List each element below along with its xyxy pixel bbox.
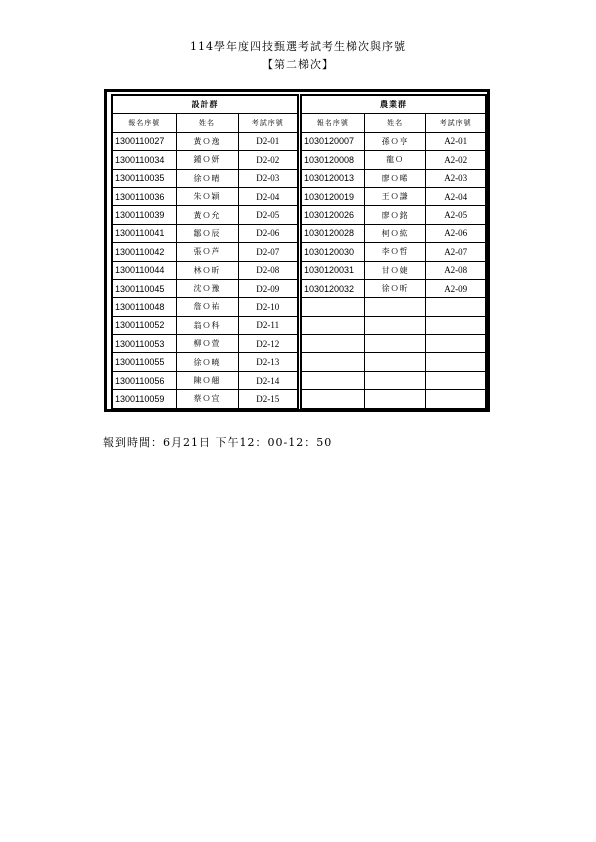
table-row	[112, 187, 298, 205]
table-row	[301, 279, 486, 297]
exam-seat-cell: D2-05	[238, 206, 298, 224]
table-row	[112, 132, 298, 150]
exam-seat-cell: A2-08	[426, 261, 486, 279]
registration-number-cell: 1300110048	[112, 298, 176, 316]
exam-seat-cell: A2-04	[426, 187, 486, 205]
name-cell	[364, 390, 426, 409]
registration-number-cell: 1300110059	[112, 390, 176, 409]
table-row	[112, 206, 298, 224]
name-cell: 蔡Ｏ宜	[176, 390, 238, 409]
name-cell: 廖Ｏ晞	[364, 169, 426, 187]
document-title: 114學年度四技甄選考試考生梯次與序號	[190, 40, 406, 53]
name-cell: 翁Ｏ科	[176, 316, 238, 334]
table-row	[112, 298, 298, 316]
registration-number-cell	[301, 316, 364, 334]
exam-seat-cell	[426, 353, 486, 371]
table-row	[112, 151, 298, 169]
name-cell	[364, 298, 426, 316]
exam-seat-cell	[426, 390, 486, 409]
registration-number-cell: 1300110045	[112, 279, 176, 297]
name-cell: 孫Ｏ亨	[364, 132, 426, 150]
table-row	[301, 169, 486, 187]
table-row	[112, 279, 298, 297]
exam-seat-cell	[426, 335, 486, 353]
exam-seat-cell	[426, 298, 486, 316]
column-header-seat: 考試序號	[238, 114, 298, 132]
name-cell: 龍Ｏ	[364, 151, 426, 169]
roster-frame	[104, 89, 490, 412]
table-row	[112, 353, 298, 371]
exam-seat-cell: D2-06	[238, 224, 298, 242]
name-cell	[364, 353, 426, 371]
table-row	[301, 353, 486, 371]
exam-seat-cell: D2-04	[238, 187, 298, 205]
registration-number-cell: 1300110042	[112, 243, 176, 261]
registration-number-cell: 1300110056	[112, 371, 176, 389]
table-row	[112, 335, 298, 353]
table-row	[112, 261, 298, 279]
table-row	[301, 206, 486, 224]
group-agriculture	[300, 94, 487, 410]
name-cell: 李Ｏ哲	[364, 243, 426, 261]
name-cell: 甘Ｏ婕	[364, 261, 426, 279]
name-cell: 沈Ｏ豫	[176, 279, 238, 297]
exam-seat-cell: A2-02	[426, 151, 486, 169]
exam-seat-cell	[426, 316, 486, 334]
exam-seat-cell: D2-02	[238, 151, 298, 169]
table-row	[112, 243, 298, 261]
name-cell: 張Ｏ芦	[176, 243, 238, 261]
table-row	[112, 316, 298, 334]
column-header-name: 姓名	[364, 114, 426, 132]
exam-seat-cell: A2-09	[426, 279, 486, 297]
name-cell: 柳Ｏ萱	[176, 335, 238, 353]
table-row	[301, 371, 486, 389]
exam-seat-cell: D2-12	[238, 335, 298, 353]
group-title: 農業群	[301, 95, 486, 114]
column-header-id: 報名序號	[112, 114, 176, 132]
name-cell: 陳Ｏ翹	[176, 371, 238, 389]
registration-number-cell	[301, 353, 364, 371]
check-in-time: 報到時間：6月21日 下午12：00-12：50	[103, 436, 333, 449]
group-title: 設計群	[112, 95, 298, 114]
table-row	[301, 261, 486, 279]
name-cell	[364, 371, 426, 389]
registration-number-cell: 1300110034	[112, 151, 176, 169]
registration-number-cell: 1030120007	[301, 132, 364, 150]
registration-number-cell: 1300110052	[112, 316, 176, 334]
registration-number-cell: 1300110027	[112, 132, 176, 150]
name-cell: 詹Ｏ祐	[176, 298, 238, 316]
table-row	[301, 390, 486, 409]
column-header-id: 報名序號	[301, 114, 364, 132]
name-cell: 柯Ｏ紘	[364, 224, 426, 242]
name-cell: 鍾Ｏ妍	[176, 151, 238, 169]
table-row	[301, 316, 486, 334]
exam-seat-cell: D2-11	[238, 316, 298, 334]
registration-number-cell	[301, 371, 364, 389]
exam-seat-cell: A2-01	[426, 132, 486, 150]
name-cell	[364, 335, 426, 353]
name-cell: 朱Ｏ穎	[176, 187, 238, 205]
table-row	[301, 335, 486, 353]
exam-seat-cell: D2-08	[238, 261, 298, 279]
exam-seat-cell: A2-03	[426, 169, 486, 187]
registration-number-cell: 1300110044	[112, 261, 176, 279]
registration-number-cell: 1030120008	[301, 151, 364, 169]
exam-seat-cell: A2-06	[426, 224, 486, 242]
registration-number-cell: 1030120026	[301, 206, 364, 224]
registration-number-cell: 1030120028	[301, 224, 364, 242]
table-row	[112, 169, 298, 187]
exam-seat-cell: D2-03	[238, 169, 298, 187]
registration-number-cell: 1300110035	[112, 169, 176, 187]
registration-number-cell: 1300110041	[112, 224, 176, 242]
table-row	[112, 371, 298, 389]
exam-seat-cell: D2-13	[238, 353, 298, 371]
exam-seat-cell: D2-01	[238, 132, 298, 150]
table-row	[301, 151, 486, 169]
exam-seat-cell	[426, 371, 486, 389]
document-subtitle: 【第二梯次】	[262, 58, 334, 71]
table-row	[301, 298, 486, 316]
name-cell: 黃Ｏ逸	[176, 132, 238, 150]
registration-number-cell: 1030120031	[301, 261, 364, 279]
registration-number-cell: 1300110036	[112, 187, 176, 205]
table-row	[301, 243, 486, 261]
name-cell	[364, 316, 426, 334]
registration-number-cell	[301, 298, 364, 316]
table-row	[112, 390, 298, 409]
name-cell: 廖Ｏ銘	[364, 206, 426, 224]
table-row	[301, 132, 486, 150]
exam-seat-cell: D2-14	[238, 371, 298, 389]
exam-seat-cell: D2-07	[238, 243, 298, 261]
exam-seat-cell: D2-15	[238, 390, 298, 409]
column-header-seat: 考試序號	[426, 114, 486, 132]
design-table	[111, 94, 299, 410]
table-row	[301, 187, 486, 205]
exam-seat-cell: A2-07	[426, 243, 486, 261]
exam-seat-cell: D2-09	[238, 279, 298, 297]
name-cell: 徐Ｏ昕	[364, 279, 426, 297]
registration-number-cell: 1300110053	[112, 335, 176, 353]
column-header-name: 姓名	[176, 114, 238, 132]
name-cell: 徐Ｏ曉	[176, 353, 238, 371]
table-row	[112, 224, 298, 242]
registration-number-cell: 1300110039	[112, 206, 176, 224]
exam-seat-cell: D2-10	[238, 298, 298, 316]
name-cell: 林Ｏ昕	[176, 261, 238, 279]
group-design	[111, 94, 299, 410]
name-cell: 黃Ｏ允	[176, 206, 238, 224]
exam-seat-cell: A2-05	[426, 206, 486, 224]
registration-number-cell: 1300110055	[112, 353, 176, 371]
registration-number-cell: 1030120013	[301, 169, 364, 187]
table-row	[301, 224, 486, 242]
registration-number-cell: 1030120019	[301, 187, 364, 205]
registration-number-cell: 1030120032	[301, 279, 364, 297]
agriculture-table	[300, 94, 487, 410]
registration-number-cell	[301, 390, 364, 409]
name-cell: 王Ｏ謙	[364, 187, 426, 205]
registration-number-cell: 1030120030	[301, 243, 364, 261]
registration-number-cell	[301, 335, 364, 353]
name-cell: 鄒Ｏ辰	[176, 224, 238, 242]
name-cell: 徐Ｏ晴	[176, 169, 238, 187]
